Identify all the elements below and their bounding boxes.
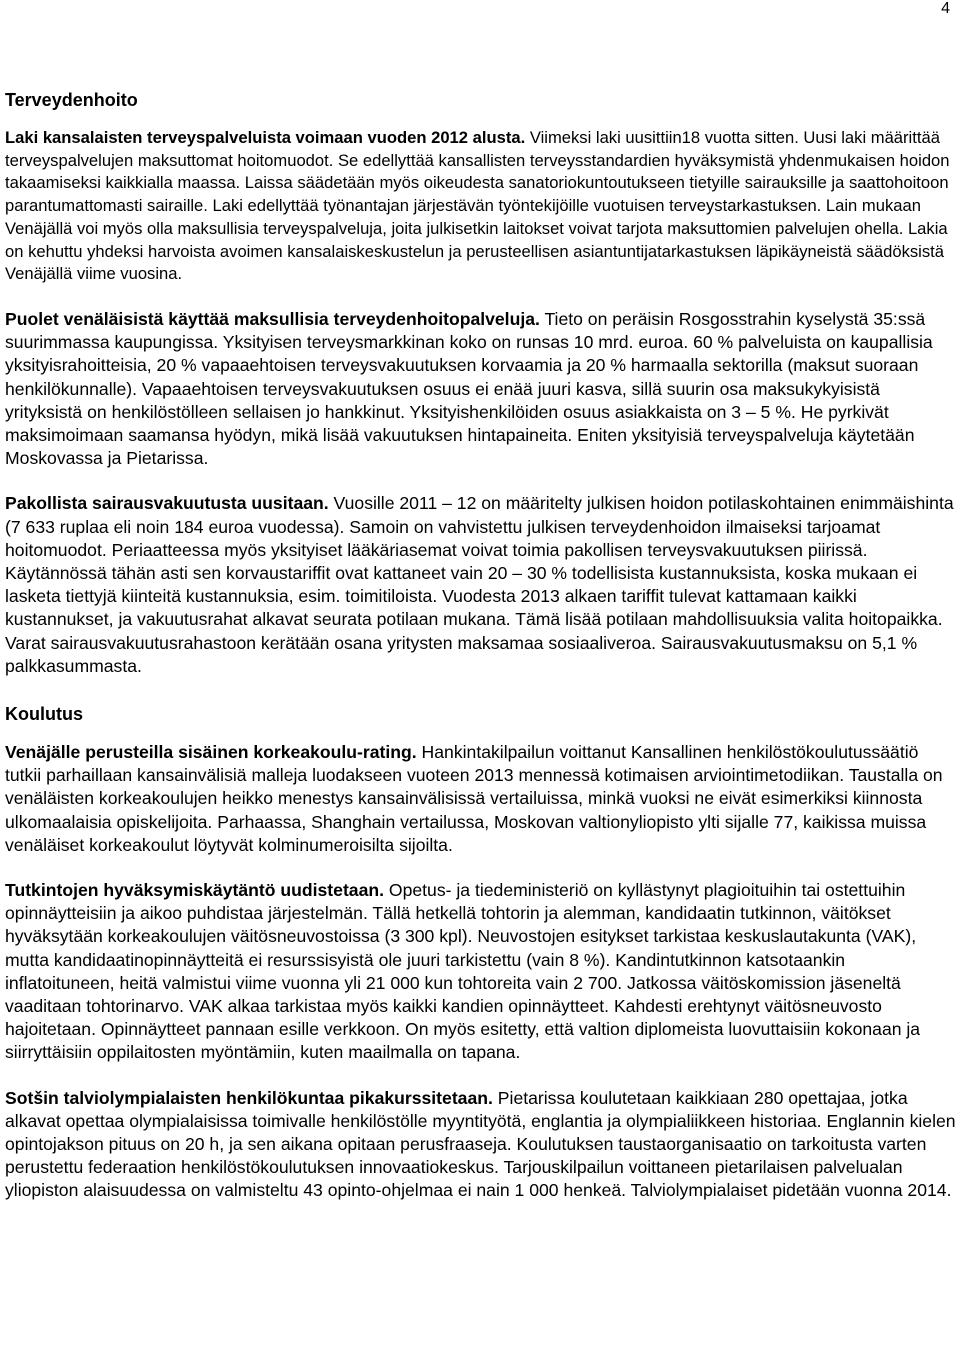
spacer [5,286,958,308]
paragraph-lead: Laki kansalaisten terveyspalveluista voimaan vuoden 2012 alusta. [5,128,526,147]
document-body [5,88,958,1203]
paragraph-lead: Venäjälle perusteilla sisäinen korkeakoulu-rating. [5,741,417,762]
spacer [5,1065,958,1087]
paragraph-lead: Tutkintojen hyväksymiskäytäntö uudistetaan. [5,879,385,900]
paragraph-paid-healthcare [5,308,958,470]
paragraph-mandatory-insurance [5,492,958,678]
spacer [5,857,958,879]
spacer [5,726,958,741]
paragraph-body: Hankintakilpailun voittanut Kansallinen henkilöstökoulutussäätiö tutkii parhaillaan kansainvälisiä malleja luodakseen vuoteen 2013 mennessä kotimaisen arviointimetodiikan. Taustalla on venäläisten korkeakoulujen heikko menestys kansainvälisissä vertailuissa, minkä vuoksi ne eivät esimerkiksi kiinnosta ulkomaalaisia opiskelijoita. Parhaassa, Shanghain vertailussa, Moskovan valtionyliopisto ylti sijalle 77, kaikissa muissa venäläiset korkeakoulut löytyvät kolminumeroisilta sijoilta. [5,741,943,855]
paragraph-body: Tieto on peräisin Rosgosstrahin kyselystä 35:ssä suurimmassa kaupungissa. Yksityisen terveysmarkkinan koko on runsas 10 mrd. euroa. 60 % palveluista on kaupallisia yksityisrahoitteisia, 20 % vapaaehtoisen terveysvakuutuksen korvaamia ja 20 % harmaalla sektorilla (maksut suoraan henkilökunnalle). Vapaaehtoisen terveysvakuutuksen osuus ei enää juuri kasva, sillä suurin osa maksukykyisistä yrityksistä on henkilöstölleen sellaisen jo hankkinut. Yksityishenkilöiden osuus asiakkaista on 3 – 5 %. He pyrkivät maksimoimaan saamansa hyödyn, mikä lisää vakuutuksen hintapaineita. Eniten yksityisiä terveyspalveluja käytetään Moskovassa ja Pietarissa. [5,308,933,469]
spacer [5,678,958,702]
paragraph-lead: Pakollista sairausvakuutusta uusitaan. [5,493,329,514]
paragraph-health-law [5,127,958,286]
paragraph-body: Vuosille 2011 – 12 on määritelty julkisen hoidon potilaskohtainen enimmäishinta (7 633 ruplaa eli noin 184 euroa vuodessa). Samoin on vahvistettu julkisen terveydenhoidon ilmaiseksi tarjoamat hoitomuodot. Periaatteessa myös yksityiset lääkäriasemat voivat toimia pakollisen terveysvakuutuksen piirissä. Käytännössä tähän asti sen korvaustariffit ovat kattaneet vain 20 – 30 % todellisista kustannuksista, koska mukaan ei lasketa tiettyjä kiinteitä kustannuksia, esim. toimitiloista. Vuodesta 2013 alkaen tariffit tulevat kattamaan kaikki kustannukset, ja vakuutusrahat alkavat seurata potilaan mukana. Tämä lisää potilaan mahdollisuuksia valita hoitopaikka. Varat sairausvakuutusrahastoon kerätään osana yritysten maksamaa sosiaaliveroa. Sairausvakuutusmaksu on 5,1 % palkkasummasta. [5,493,954,676]
paragraph-university-rating [5,741,958,857]
paragraph-body: Opetus- ja tiedeministeriö on kyllästynyt plagioituihin tai ostettuihin opinnäytteisiin ja aikoo puhdistaa järjestelmän. Tällä hetkellä tohtorin ja alemman, kandidaatin tutkinnon, väitökset hyväksytään korkeakoulujen väitösneuvostoissa (3 300 kpl). Neuvostojen esitykset tarkistaa keskuslautakunta (VAK), mutta kandidaatinopinnäytteitä ei resurssisyistä ole juuri tarkistettu (vain 8 %). Kandintutkinnon katsotaankin inflatoituneen, heitä valmistui viime vuonna yli 21 000 kun tohtoreita vain 2 700. Jatkossa väitöskomission jäseneltä vaaditaan tohtorinarvo. VAK alkaa tarkistaa myös kaikki kandien opinnäytteet. Kahdesti erehtynyt väitösneuvosto hajoitetaan. Opinnäytteet pannaan esille verkkoon. On myös esitetty, että valtion diplomeista luovuttaisiin kokonaan ja siirryttäisiin oppilaitosten myöntämiin, kuten maailmalla on tapana. [5,879,921,1063]
paragraph-sochi-training [5,1087,958,1203]
section-heading-education: Koulutus [5,703,83,724]
section-heading-health: Terveydenhoito [5,90,138,110]
paragraph-lead: Sotšin talviolympialaisten henkilökuntaa pikakurssitetaan. [5,1087,493,1108]
paragraph-lead: Puolet venäläisistä käyttää maksullisia terveydenhoitopalveluja. [5,308,540,329]
spacer [5,112,958,127]
paragraph-body: Viimeksi laki uusittiin18 vuotta sitten. Uusi laki määrittää terveyspalvelujen maksuttomat hoitomuodot. Se edellyttää kansallisten terveysstandardien hyväksymistä yhdenmukaisen hoidon takaamiseksi kaikkialla maassa. Laissa säädetään myös oikeudesta sanatoriokuntoutukseen tietyille sairauksille ja saattohoitoon parantumattomasti sairaille. Laki edellyttää työnantajan järjestävän työntekijöille vuotuisen terveystarkastuksen. Lain mukaan Venäjällä voi myös olla maksullisia terveyspalveluja, joita julkisetkin laitokset voivat tarjota maksuttomien palvelujen ohella. Lakia on kehuttu yhdeksi harvoista avoimen kansalaiskeskustelun ja perusteellisen asiantuntijatarkastuksen läpikäyneistä säädöksistä Venäjällä viime vuosina. [5,128,950,284]
paragraph-degree-approval [5,879,958,1065]
paragraph-body: Pietarissa koulutetaan kaikkiaan 280 opettajaa, jotka alkavat opettaa olympialaisissa toimivalle henkilöstölle myyntityötä, englantia ja olympialiikkeen historiaa. Englannin kielen opintojakson pituus on 20 h, ja sen aikana opitaan perusfraaseja. Koulutuksen taustaorganisaatio on tarkoitusta varten perustettu federaation henkilöstökoulutuksen innovaatiokeskus. Tarjouskilpailun voittaneen pietarilaisen palvelualan yliopiston alaisuudessa on valmisteltu 43 opinto-ohjelmaa ei nain 1 000 henkeä. Talviolympialaiset pidetään vuonna 2014. [5,1087,956,1201]
spacer [5,470,958,492]
page-number: 4 [941,0,950,17]
